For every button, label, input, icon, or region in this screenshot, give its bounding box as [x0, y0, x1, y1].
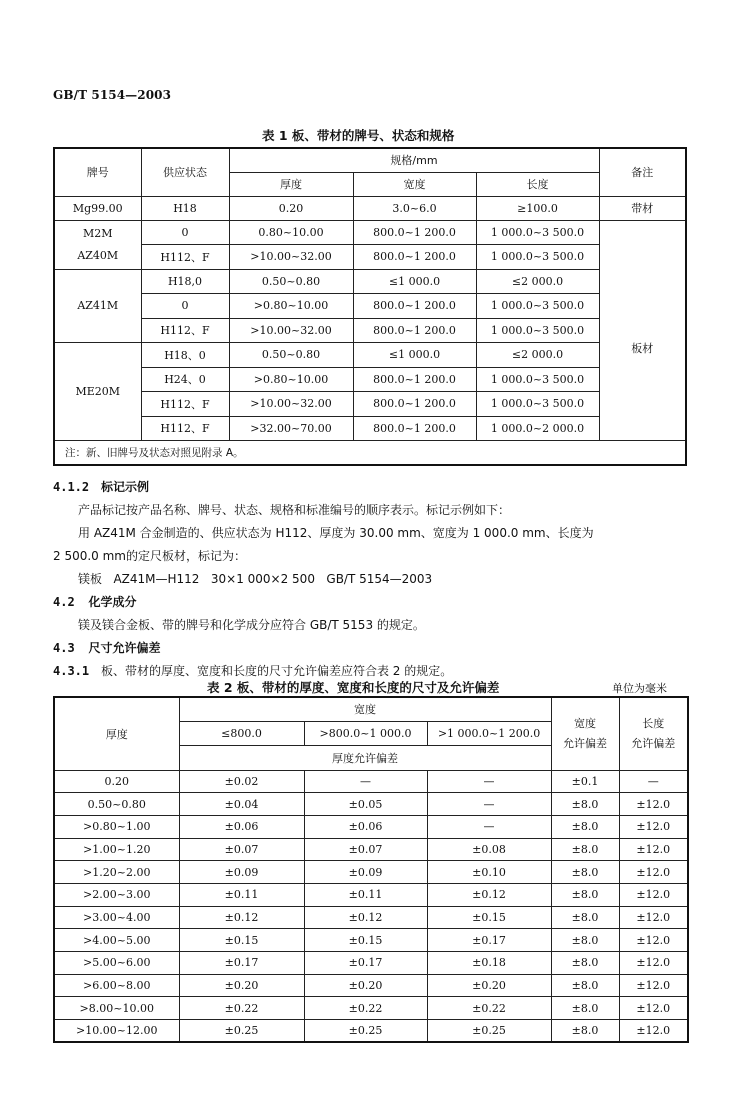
table-row [54, 294, 686, 319]
header-line: 允许偏差 [563, 736, 608, 750]
grade-cell: AZ41M [54, 269, 141, 343]
width-tol-cell: ±8.0 [551, 861, 619, 884]
header-width-range-2: >800.0~1 000.0 [304, 721, 427, 745]
header-length-tolerance [619, 697, 688, 770]
width-tol-cell: ±8.0 [551, 906, 619, 929]
width-cell: ≤1 000.0 [353, 343, 476, 368]
standard-code: GB/T 5154—2003 [53, 88, 172, 102]
paragraph: 2 500.0 mm的定尺板材，标记为： [53, 549, 246, 563]
length-tol-cell: ±12.0 [619, 883, 688, 906]
section-number: 4.3 [53, 641, 75, 655]
width-tol-cell: ±8.0 [551, 997, 619, 1020]
width-tol-cell: ±8.0 [551, 929, 619, 952]
table-row [54, 269, 686, 294]
remark-cell: 带材 [599, 196, 686, 220]
header-line: 允许偏差 [631, 736, 676, 750]
tol-w1-cell: ±0.09 [179, 861, 304, 884]
header-grade: 牌号 [54, 148, 141, 196]
tol-w1-cell: ±0.06 [179, 815, 304, 838]
thickness-range-cell: >5.00~6.00 [54, 952, 179, 975]
table-row [54, 367, 686, 392]
table1-note: 注：新、旧牌号及状态对照见附录 A。 [54, 441, 686, 465]
tol-w3-cell: — [427, 770, 551, 793]
header-width: 宽度 [353, 172, 476, 196]
table-row [54, 770, 688, 793]
length-tol-cell: ±12.0 [619, 861, 688, 884]
tol-w2-cell: ±0.11 [304, 883, 427, 906]
table-row [54, 815, 688, 838]
length-cell: 1 000.0~3 500.0 [476, 318, 599, 343]
grade-line: M2M [82, 226, 113, 240]
tol-w2-cell: ±0.06 [304, 815, 427, 838]
table2 [53, 696, 689, 1043]
thickness-cell: 0.50~0.80 [229, 343, 353, 368]
length-cell: 1 000.0~3 500.0 [476, 367, 599, 392]
paragraph: 用 AZ41M 合金制造的、供应状态为 H112、厚度为 30.00 mm、宽度为 1 000.0 mm、长度为 [78, 526, 594, 540]
section-text: 板、带材的厚度、宽度和长度的尺寸允许偏差应符合表 2 的规定。 [100, 664, 453, 678]
state-cell: H18,0 [141, 269, 229, 294]
tol-w2-cell: ±0.22 [304, 997, 427, 1020]
thickness-cell: 0.50~0.80 [229, 269, 353, 294]
length-cell: 1 000.0~3 500.0 [476, 220, 599, 245]
width-cell: 800.0~1 200.0 [353, 392, 476, 417]
length-cell: 1 000.0~3 500.0 [476, 245, 599, 270]
length-cell: ≥100.0 [476, 196, 599, 220]
tol-w1-cell: ±0.17 [179, 952, 304, 975]
thickness-cell: >10.00~32.00 [229, 392, 353, 417]
thickness-range-cell: >1.00~1.20 [54, 838, 179, 861]
length-tol-cell: ±12.0 [619, 838, 688, 861]
paragraph: 产品标记按产品名称、牌号、状态、规格和标准编号的顺序表示。标记示例如下： [78, 503, 511, 517]
header-width-range-1: ≤800.0 [179, 721, 304, 745]
table2-unit: 单位为毫米 [612, 682, 667, 695]
thickness-range-cell: >2.00~3.00 [54, 883, 179, 906]
width-cell: 800.0~1 200.0 [353, 318, 476, 343]
width-cell: 800.0~1 200.0 [353, 367, 476, 392]
tol-w3-cell: ±0.18 [427, 952, 551, 975]
tol-w1-cell: ±0.02 [179, 770, 304, 793]
tol-w2-cell: ±0.09 [304, 861, 427, 884]
section-4-3-heading [53, 639, 161, 656]
length-cell: 1 000.0~2 000.0 [476, 416, 599, 441]
length-cell: ≤2 000.0 [476, 343, 599, 368]
tol-w1-cell: ±0.12 [179, 906, 304, 929]
tol-w3-cell: ±0.10 [427, 861, 551, 884]
section-number: 4.3.1 [53, 664, 90, 678]
state-cell: 0 [141, 220, 229, 245]
tol-w2-cell: ±0.25 [304, 1020, 427, 1043]
tol-w2-cell: ±0.05 [304, 793, 427, 816]
width-cell: 800.0~1 200.0 [353, 245, 476, 270]
header-state: 供应状态 [141, 148, 229, 196]
section-4-3-1 [53, 662, 452, 679]
length-cell: 1 000.0~3 500.0 [476, 392, 599, 417]
tol-w1-cell: ±0.11 [179, 883, 304, 906]
width-tol-cell: ±8.0 [551, 838, 619, 861]
thickness-cell: >32.00~70.00 [229, 416, 353, 441]
header-line: 长度 [642, 716, 665, 730]
section-4-1-2-heading [53, 478, 149, 495]
header-spec: 规格/mm [229, 148, 599, 172]
table-row [54, 793, 688, 816]
length-tol-cell: ±12.0 [619, 974, 688, 997]
thickness-range-cell: >4.00~5.00 [54, 929, 179, 952]
tol-w3-cell: ±0.08 [427, 838, 551, 861]
tol-w1-cell: ±0.15 [179, 929, 304, 952]
length-cell: 1 000.0~3 500.0 [476, 294, 599, 319]
table-row [54, 906, 688, 929]
tol-w3-cell: ±0.17 [427, 929, 551, 952]
header-length: 长度 [476, 172, 599, 196]
table-row [54, 392, 686, 417]
table-row [54, 196, 686, 220]
state-cell: H18、0 [141, 343, 229, 368]
thickness-range-cell: >3.00~4.00 [54, 906, 179, 929]
width-cell: 800.0~1 200.0 [353, 416, 476, 441]
grade-cell: Mg99.00 [54, 196, 141, 220]
tol-w3-cell: ±0.22 [427, 997, 551, 1020]
section-number: 4.2 [53, 595, 75, 609]
plate-remark: 板材 [631, 342, 654, 356]
section-title: 化学成分 [88, 595, 137, 609]
width-tol-cell: ±8.0 [551, 793, 619, 816]
header-remark: 备注 [599, 148, 686, 196]
tol-w1-cell: ±0.22 [179, 997, 304, 1020]
tol-w3-cell: — [427, 793, 551, 816]
length-tol-cell: ±12.0 [619, 997, 688, 1020]
table-row [54, 883, 688, 906]
grade-cell: ME20M [54, 343, 141, 441]
thickness-cell: 0.80~10.00 [229, 220, 353, 245]
section-title: 标记示例 [100, 480, 149, 494]
table2-caption: 表 2 板、带材的厚度、宽度和长度的尺寸及允许偏差 [207, 680, 500, 695]
header-line: 宽度 [574, 716, 597, 730]
tol-w3-cell: ±0.20 [427, 974, 551, 997]
width-tol-cell: ±8.0 [551, 1020, 619, 1043]
table-row [54, 318, 686, 343]
thickness-range-cell: >0.80~1.00 [54, 815, 179, 838]
state-cell: H112、F [141, 318, 229, 343]
header-width-range-3: >1 000.0~1 200.0 [427, 721, 551, 745]
thickness-range-cell: 0.50~0.80 [54, 793, 179, 816]
thickness-range-cell: >8.00~10.00 [54, 997, 179, 1020]
tol-w2-cell: ±0.20 [304, 974, 427, 997]
state-cell: H18 [141, 196, 229, 220]
thickness-cell: >10.00~32.00 [229, 318, 353, 343]
length-tol-cell: ±12.0 [619, 906, 688, 929]
table1 [53, 147, 687, 466]
marking-example: 镁板 AZ41M—H112 30×1 000×2 500 GB/T 5154—2003 [78, 572, 433, 586]
table-row [54, 838, 688, 861]
tol-w2-cell: ±0.07 [304, 838, 427, 861]
section-title: 尺寸允许偏差 [88, 641, 161, 655]
tol-w3-cell: — [427, 815, 551, 838]
length-cell: ≤2 000.0 [476, 269, 599, 294]
thickness-cell: >0.80~10.00 [229, 294, 353, 319]
thickness-range-cell: 0.20 [54, 770, 179, 793]
thickness-cell: >0.80~10.00 [229, 367, 353, 392]
length-tol-cell: ±12.0 [619, 952, 688, 975]
tol-w2-cell: ±0.12 [304, 906, 427, 929]
tol-w3-cell: ±0.15 [427, 906, 551, 929]
state-cell: H24、0 [141, 367, 229, 392]
tol-w1-cell: ±0.04 [179, 793, 304, 816]
length-tol-cell: ±12.0 [619, 815, 688, 838]
state-cell: H112、F [141, 392, 229, 417]
tol-w2-cell: ±0.17 [304, 952, 427, 975]
header-thickness: 厚度 [229, 172, 353, 196]
table-row [54, 952, 688, 975]
tol-w3-cell: ±0.25 [427, 1020, 551, 1043]
remark-cell-plate [599, 220, 686, 441]
width-tol-cell: ±8.0 [551, 883, 619, 906]
thickness-range-cell: >6.00~8.00 [54, 974, 179, 997]
thickness-range-cell: >1.20~2.00 [54, 861, 179, 884]
thickness-cell: 0.20 [229, 196, 353, 220]
tol-w1-cell: ±0.20 [179, 974, 304, 997]
length-tol-cell: — [619, 770, 688, 793]
table-row [54, 416, 686, 441]
thickness-range-cell: >10.00~12.00 [54, 1020, 179, 1043]
state-cell: 0 [141, 294, 229, 319]
grade-line: AZ40M [77, 248, 119, 262]
width-tol-cell: ±8.0 [551, 974, 619, 997]
table-row [54, 343, 686, 368]
table-row [54, 1020, 688, 1043]
width-cell: 800.0~1 200.0 [353, 294, 476, 319]
grade-cell [54, 220, 141, 269]
tol-w1-cell: ±0.25 [179, 1020, 304, 1043]
width-cell: ≤1 000.0 [353, 269, 476, 294]
paragraph: 镁及镁合金板、带的牌号和化学成分应符合 GB/T 5153 的规定。 [78, 618, 425, 632]
header-width: 宽度 [179, 697, 551, 721]
section-number: 4.1.2 [53, 480, 90, 494]
width-tol-cell: ±8.0 [551, 815, 619, 838]
table-row [54, 974, 688, 997]
table-row [54, 997, 688, 1020]
width-cell: 3.0~6.0 [353, 196, 476, 220]
table2-body [54, 770, 688, 1042]
tol-w2-cell: — [304, 770, 427, 793]
header-width-tolerance [551, 697, 619, 770]
tol-w1-cell: ±0.07 [179, 838, 304, 861]
table-row [54, 220, 686, 245]
tol-w2-cell: ±0.15 [304, 929, 427, 952]
state-cell: H112、F [141, 245, 229, 270]
header-thickness: 厚度 [54, 697, 179, 770]
length-tol-cell: ±12.0 [619, 929, 688, 952]
state-cell: H112、F [141, 416, 229, 441]
table-row [54, 861, 688, 884]
table1-caption: 表 1 板、带材的牌号、状态和规格 [262, 128, 455, 143]
header-thickness-tolerance: 厚度允许偏差 [179, 745, 551, 770]
length-tol-cell: ±12.0 [619, 1020, 688, 1043]
thickness-cell: >10.00~32.00 [229, 245, 353, 270]
tol-w3-cell: ±0.12 [427, 883, 551, 906]
length-tol-cell: ±12.0 [619, 793, 688, 816]
width-tol-cell: ±0.1 [551, 770, 619, 793]
section-4-2-heading [53, 593, 137, 610]
table-row [54, 245, 686, 270]
table-row [54, 929, 688, 952]
width-cell: 800.0~1 200.0 [353, 220, 476, 245]
width-tol-cell: ±8.0 [551, 952, 619, 975]
